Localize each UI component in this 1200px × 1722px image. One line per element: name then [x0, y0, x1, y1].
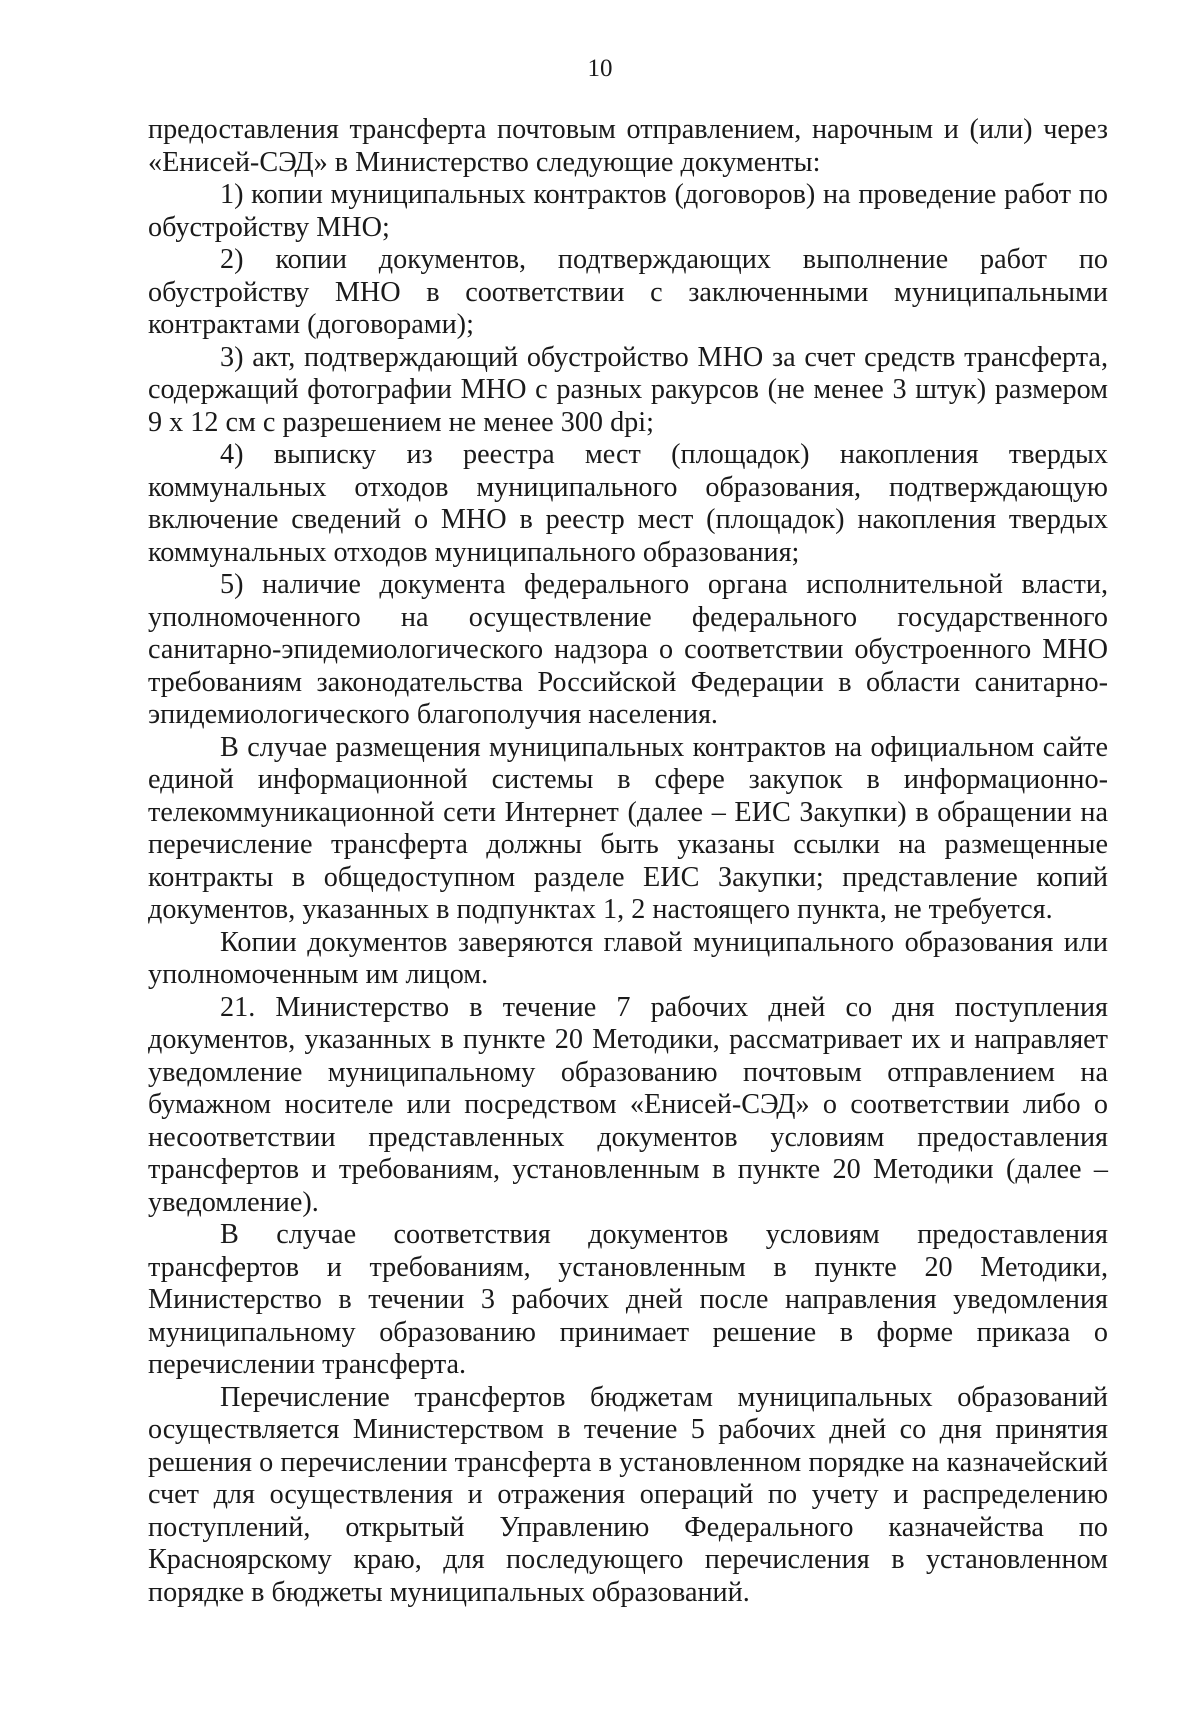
paragraph-transfer: Перечисление трансфертов бюджетам муниципальных образований осуществляется Министерством в течение 5 рабочих дней со дня принятия решения о перечислении трансферта в установленном порядке на казначейский счет для осуществления и отражения операций по учету и распределению поступлений, открытый Управлению Федерального казначейства по Красноярскому краю, для последующего перечисления в установленном порядке в бюджеты муниципальных образований. [148, 1381, 1108, 1608]
paragraph-eis: В случае размещения муниципальных контрактов на официальном сайте единой информационной системы в сфере закупок в информационно-телекоммуникационной сети Интернет (далее – ЕИС Закупки) в обращении на перечисление трансферта должны быть указаны ссылки на размещенные контракты в общедоступном разделе ЕИС Закупки; представление копий документов, указанных в подпунктах 1, 2 настоящего пункта, не требуется. [148, 731, 1108, 925]
page-number: 10 [587, 55, 613, 82]
document-body [148, 114, 1108, 1609]
paragraph-clause-21: 21. Министерство в течение 7 рабочих дней со дня поступления документов, указанных в пункте 20 Методики, рассматривает их и направляет уведомление муниципальному образованию почтовым отправлением на бумажном носителе или посредством «Енисей-СЭД» о соответствии либо о несоответствии представленных документов условиям предоставления трансфертов и требованиям, установленным в пункте 20 Методики (далее – уведомление). [148, 991, 1108, 1218]
paragraph-item-3: 3) акт, подтверждающий обустройство МНО за счет средств трансферта, содержащий фотографии МНО с разных ракурсов (не менее 3 штук) размером 9 x 12 см с разрешением не менее 300 dpi; [148, 341, 1108, 438]
paragraph-item-4: 4) выписку из реестра мест (площадок) накопления твердых коммунальных отходов муниципального образования, подтверждающую включение сведений о МНО в реестр мест (площадок) накопления твердых коммунальных отходов муниципального образования; [148, 439, 1108, 568]
paragraph-item-1: 1) копии муниципальных контрактов (договоров) на проведение работ по обустройству МНО; [148, 179, 1108, 243]
paragraph-item-2: 2) копии документов, подтверждающих выполнение работ по обустройству МНО в соответствии с заключенными муниципальными контрактами (договорами); [148, 244, 1108, 340]
paragraph-continuation: предоставления трансферта почтовым отправлением, нарочным и (или) через «Енисей-СЭД» в Министерство следующие документы: [148, 114, 1108, 178]
paragraph-copies: Копии документов заверяются главой муниципального образования или уполномоченным им лицом. [148, 926, 1108, 990]
paragraph-item-5: 5) наличие документа федерального органа исполнительной власти, уполномоченного на осуществление федерального государственного санитарно-эпидемиологического надзора о соответствии обустроенного МНО требованиям законодательства Российской Федерации в области санитарно-эпидемиологического благополучия населения. [148, 569, 1108, 730]
paragraph-decision: В случае соответствия документов условиям предоставления трансфертов и требованиям, установленным в пункте 20 Методики, Министерство в течении 3 рабочих дней после направления уведомления муниципальному образованию принимает решение в форме приказа о перечислении трансферта. [148, 1219, 1108, 1380]
